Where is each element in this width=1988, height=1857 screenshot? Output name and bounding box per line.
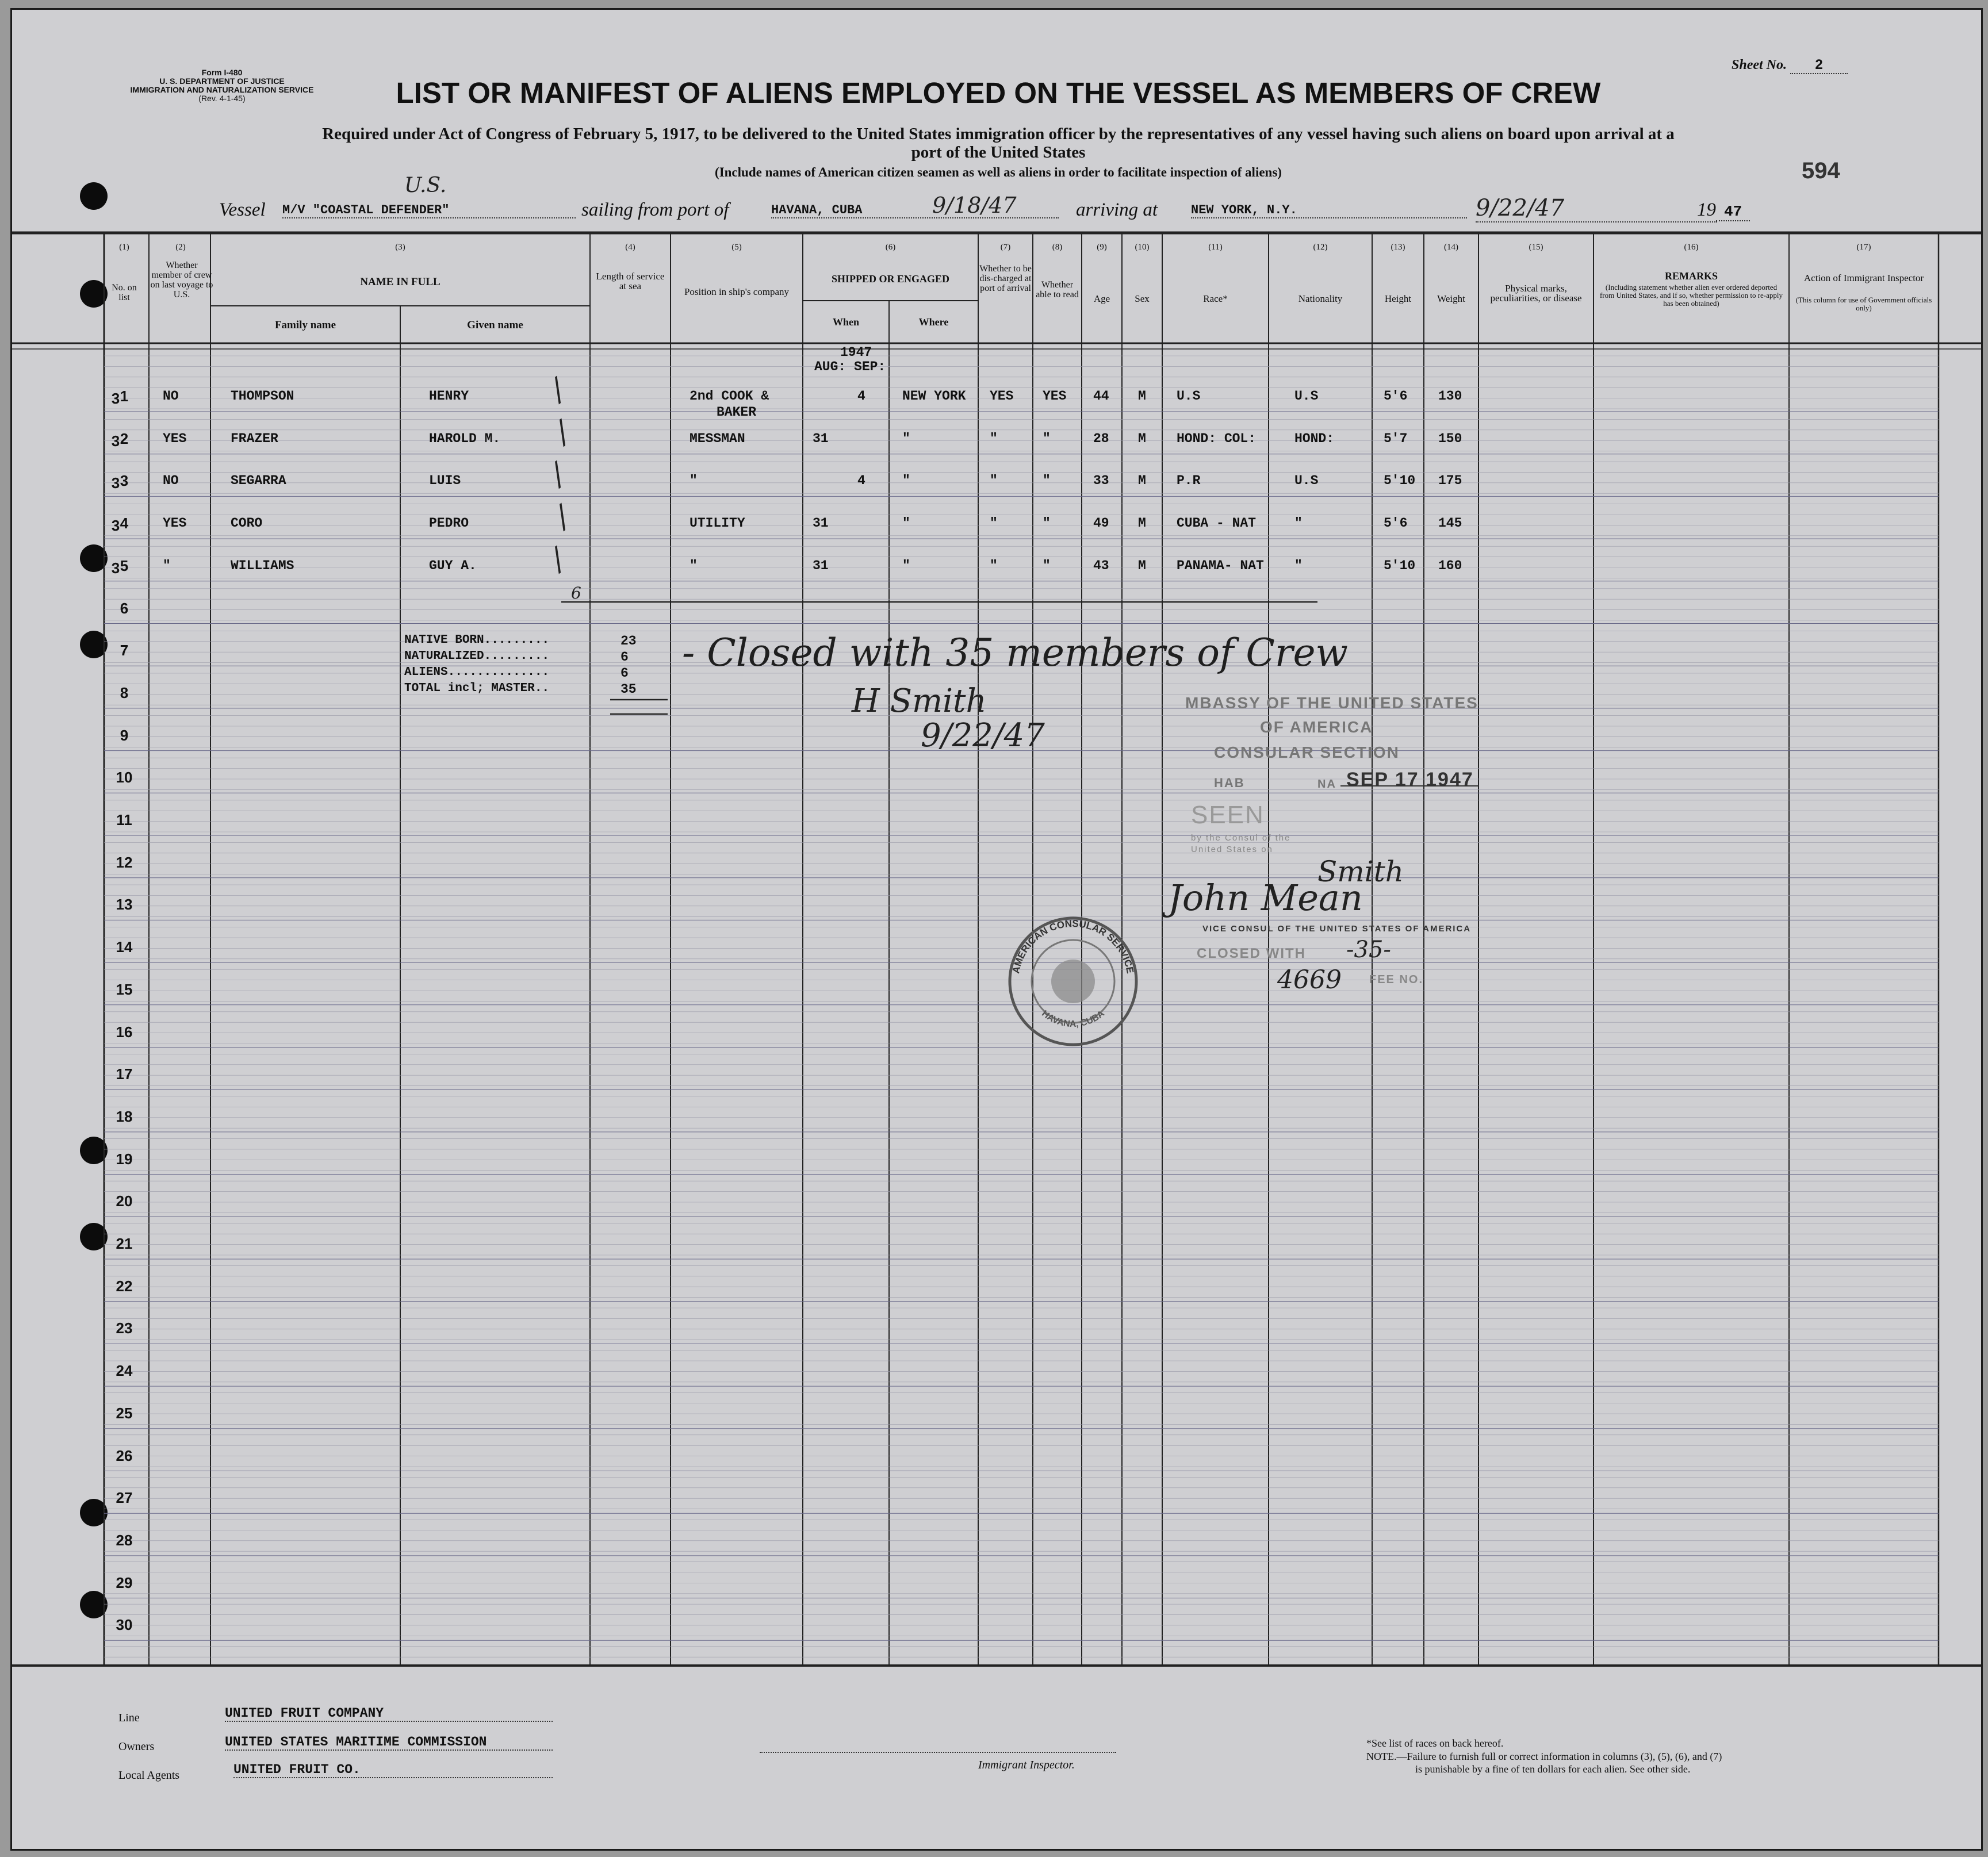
row-number: 5: [120, 557, 129, 574]
col5-header: Position in ship's company: [684, 286, 790, 297]
sheet-value: 2: [1790, 57, 1848, 74]
stamp-line-4b: NA: [1317, 778, 1336, 791]
col2-header: Whether member of crew on last voyage to U.S.: [150, 260, 213, 300]
family-name: FRAZER: [231, 431, 278, 446]
stamp-fee-label: FEE NO.: [1369, 973, 1424, 986]
given-name: HENRY: [429, 389, 469, 404]
consul-initials: Smith: [1317, 855, 1404, 888]
year-suffix: 47: [1716, 203, 1750, 221]
check-mark: ∕: [548, 500, 577, 534]
sex: M: [1138, 473, 1146, 489]
fee-number: 4669: [1277, 965, 1342, 995]
col9-number: (9): [1097, 243, 1107, 252]
position: ": [690, 473, 698, 489]
check-mark: ∕: [543, 373, 572, 407]
height: 5'7: [1384, 431, 1408, 446]
nationality: U.S: [1294, 473, 1319, 489]
shipped-sep: 4: [857, 473, 865, 489]
position-line-2: BAKER: [717, 405, 757, 420]
race: CUBA - NAT: [1177, 516, 1257, 531]
stamp-line-3: CONSULAR SECTION: [1214, 743, 1400, 761]
member-last-voyage: NO: [163, 473, 179, 489]
able-to-read: ": [1043, 473, 1051, 489]
nationality: U.S: [1294, 389, 1319, 404]
row-number: 28: [116, 1531, 133, 1549]
shipped-sep: 4: [857, 389, 865, 404]
col17-header: Action of Immigrant Inspector: [1803, 273, 1924, 283]
summary-value: 6: [620, 650, 629, 665]
row-number: 9: [120, 726, 129, 744]
col12-number: (12): [1313, 243, 1328, 252]
sex: M: [1138, 431, 1146, 446]
consul-signature: John Mean: [1168, 877, 1363, 919]
member-last-voyage: NO: [163, 389, 179, 404]
closed-count: -35-: [1346, 937, 1391, 963]
seal-bottom-text: HAVANA, CUBA: [1040, 1008, 1106, 1030]
stamp-date: SEP 17 1947: [1346, 769, 1474, 791]
age: 44: [1093, 389, 1109, 404]
summary-value: 6: [620, 666, 629, 681]
row-number: 30: [116, 1616, 133, 1634]
col16-header: REMARKS: [1664, 270, 1718, 282]
row-number: 3: [120, 472, 129, 490]
row-prefix: 3: [111, 390, 120, 407]
shipped-months: AUG: SEP:: [814, 359, 886, 374]
col8-header: Whether able to read: [1036, 280, 1079, 300]
arrival-date: 9/22/47: [1476, 195, 1717, 222]
age: 33: [1093, 473, 1109, 489]
row-number: 1: [120, 387, 129, 405]
row-number: 17: [116, 1065, 133, 1083]
col7-number: (7): [1000, 243, 1011, 252]
col4-header: Length of service at sea: [596, 271, 665, 291]
height: 5'10: [1384, 473, 1416, 489]
row-number: 18: [116, 1107, 133, 1125]
shipped-year: 1947: [840, 345, 872, 360]
discharged: YES: [990, 389, 1014, 404]
nationality: HOND:: [1294, 431, 1335, 446]
row-number: 29: [116, 1574, 133, 1591]
vessel-name: M/V "COASTAL DEFENDER": [282, 203, 576, 218]
col6-header: SHIPPED OR ENGAGED: [831, 273, 950, 285]
discharged: ": [990, 558, 998, 573]
note-races: *See list of races on back hereof.: [1366, 1737, 1504, 1749]
sailing-date: 9/18/47: [932, 193, 1017, 218]
form-number: Form I-480: [201, 68, 243, 77]
owners-value: UNITED STATES MARITIME COMMISSION: [225, 1735, 553, 1751]
weight: 150: [1438, 431, 1462, 446]
manifest-page: [10, 8, 1983, 1851]
col4-number: (4): [625, 243, 635, 252]
discharged: ": [990, 516, 998, 531]
given-name: PEDRO: [429, 516, 469, 531]
race: U.S: [1177, 389, 1201, 404]
family-name: THOMPSON: [231, 389, 294, 404]
row-prefix: 3: [111, 559, 120, 577]
col6b-header: Where: [918, 316, 949, 328]
line-label: Line: [118, 1712, 140, 1724]
position: MESSMAN: [690, 431, 745, 446]
col14-header: Weight: [1437, 293, 1465, 304]
sex: M: [1138, 389, 1146, 404]
col13-header: Height: [1384, 293, 1412, 304]
subtitle-line-2: port of the United States: [911, 143, 1086, 162]
shipped-where: ": [902, 473, 910, 489]
row-number: 12: [116, 853, 133, 871]
summary-value: 23: [620, 634, 637, 649]
row-number: 8: [120, 684, 129, 701]
row-number: 4: [120, 515, 129, 532]
position: 2nd COOK &: [690, 389, 769, 404]
row-number: 15: [116, 980, 133, 998]
row-number: 23: [116, 1319, 133, 1337]
seal-top-text: AMERICAN CONSULAR SERVICE: [1010, 918, 1136, 974]
consular-seal: [1001, 910, 1145, 1053]
sex: M: [1138, 516, 1146, 531]
able-to-read: ": [1043, 431, 1051, 446]
year-prefix: 19: [1697, 199, 1716, 220]
row-number: 24: [116, 1362, 133, 1380]
row-number: 14: [116, 938, 133, 956]
member-last-voyage: YES: [163, 516, 187, 531]
summary-label: NATIVE BORN.........: [404, 634, 550, 647]
col15-header: Physical marks, peculiarities, or disease: [1490, 283, 1582, 304]
svg-text:HAVANA, CUBA: [1040, 1008, 1106, 1029]
inspection-date: 9/22/47: [921, 717, 1045, 754]
family-name: SEGARRA: [231, 473, 286, 489]
col3b-header: Given name: [467, 319, 523, 331]
row-number: 25: [116, 1404, 133, 1422]
col2-number: (2): [175, 243, 186, 252]
col17-subheader: (This column for use of Government officials only): [1795, 296, 1932, 312]
summary-label: ALIENS..............: [404, 666, 550, 679]
stamp-line-1: MBASSY OF THE UNITED STATES: [1185, 694, 1478, 712]
row-number: 7: [120, 642, 129, 659]
line-value: UNITED FRUIT COMPANY: [225, 1706, 553, 1722]
row-number: 19: [116, 1150, 133, 1168]
arrival-port: NEW YORK, N.Y.: [1191, 203, 1467, 218]
member-last-voyage: YES: [163, 431, 187, 446]
row-number: 13: [116, 896, 133, 914]
row-number: 26: [116, 1447, 133, 1464]
form-service: IMMIGRATION AND NATURALIZATION SERVICE: [130, 85, 314, 94]
sailing-port: HAVANA, CUBA: [771, 203, 1059, 218]
weight: 175: [1438, 473, 1462, 489]
agents-label: Local Agents: [118, 1769, 180, 1782]
col14-number: (14): [1444, 243, 1458, 252]
col5-number: (5): [731, 243, 742, 252]
row-prefix: 3: [111, 517, 120, 535]
col9-header: Age: [1093, 293, 1110, 304]
given-name: HAROLD M.: [429, 431, 501, 446]
able-to-read: ": [1043, 558, 1051, 573]
race: PANAMA- NAT: [1177, 558, 1264, 573]
summary-value: 35: [620, 682, 637, 697]
stamp-line-2: OF AMERICA: [1260, 718, 1373, 736]
row-number: 11: [116, 811, 132, 828]
able-to-read: YES: [1043, 389, 1067, 404]
shipped-where: ": [902, 558, 910, 573]
form-revision: (Rev. 4-1-45): [198, 94, 246, 103]
us-note: U.S.: [404, 174, 447, 197]
weight: 145: [1438, 516, 1462, 531]
col1-header: No. on list: [112, 283, 137, 302]
shipped-aug: 31: [813, 516, 829, 531]
agents-value: UNITED FRUIT CO.: [233, 1762, 553, 1778]
shipped-aug: 31: [813, 431, 829, 446]
family-name: WILLIAMS: [231, 558, 294, 573]
vessel-label: Vessel: [219, 199, 266, 220]
nationality: ": [1294, 558, 1303, 573]
row-number: 20: [116, 1192, 133, 1210]
discharged: ": [990, 431, 998, 446]
weight: 130: [1438, 389, 1462, 404]
col10-number: (10): [1135, 243, 1150, 252]
row-number: 27: [116, 1489, 133, 1507]
form-department: U. S. DEPARTMENT OF JUSTICE: [159, 76, 285, 86]
stamp-line-6: by the Consul of the: [1191, 833, 1291, 843]
age: 43: [1093, 558, 1109, 573]
col16-number: (16): [1684, 243, 1699, 252]
inspector-signature-line: [760, 1752, 1116, 1753]
check-mark: ∕: [548, 415, 577, 450]
position: UTILITY: [690, 516, 745, 531]
stamp-seen: SEEN: [1191, 801, 1265, 829]
check-mark: ∕: [543, 542, 572, 577]
shipped-where: ": [902, 516, 910, 531]
age: 49: [1093, 516, 1109, 531]
col11-number: (11): [1208, 243, 1223, 252]
row-prefix: 3: [111, 432, 120, 450]
col3a-header: Family name: [274, 319, 336, 331]
col6a-header: When: [832, 316, 859, 328]
shipped-where: ": [902, 431, 910, 446]
summary-label: TOTAL incl; MASTER..: [404, 682, 550, 695]
note-line-2: is punishable by a fine of ten dollars for each alien. See other side.: [1415, 1763, 1691, 1775]
shipped-aug: 31: [813, 558, 829, 573]
height: 5'10: [1384, 558, 1416, 573]
sheet-label: Sheet No.: [1732, 57, 1787, 72]
col7-header: Whether to be dis-charged at port of arrival: [979, 264, 1032, 293]
nationality: ": [1294, 516, 1303, 531]
given-name: LUIS: [429, 473, 461, 489]
race: HOND: COL:: [1177, 431, 1257, 446]
summary-label: NATURALIZED.........: [404, 650, 550, 663]
family-name: CORO: [231, 516, 263, 531]
closed-note: - Closed with 35 members of Crew: [682, 631, 1349, 675]
col10-header: Sex: [1135, 293, 1150, 304]
owners-label: Owners: [118, 1740, 155, 1753]
page-stamp-number: 594: [1802, 158, 1840, 183]
row-number: 16: [116, 1023, 133, 1041]
page-title: LIST OR MANIFEST OF ALIENS EMPLOYED ON THE VESSEL AS MEMBERS OF CREW: [396, 76, 1601, 109]
col16-subheader: (Including statement whether alien ever ordered deported from United States, and if so, whether permission to re-apply has been obtained): [1599, 283, 1783, 308]
col15-number: (15): [1529, 243, 1543, 252]
col3-number: (3): [395, 243, 405, 252]
age: 28: [1093, 431, 1109, 446]
height: 5'6: [1384, 389, 1408, 404]
row-number: 6: [120, 599, 129, 617]
note-line-1: NOTE.—Failure to furnish full or correct information in columns (3), (5), (6), and (7): [1366, 1751, 1722, 1762]
stamp-line-7: United States on: [1191, 845, 1273, 854]
row-prefix: 3: [111, 474, 120, 492]
shipped-where: NEW YORK: [902, 389, 966, 404]
col8-number: (8): [1052, 243, 1063, 252]
col12-header: Nationality: [1298, 293, 1343, 304]
stamp-closed-with: CLOSED WITH: [1197, 946, 1306, 961]
arriving-label: arriving at: [1076, 199, 1158, 220]
row-number: 2: [120, 429, 129, 447]
height: 5'6: [1384, 516, 1408, 531]
sex: M: [1138, 558, 1146, 573]
row-number: 10: [116, 769, 133, 786]
sailing-label: sailing from port of: [581, 199, 729, 220]
col1-number: (1): [119, 243, 129, 252]
inspector-label: Immigrant Inspector.: [978, 1759, 1075, 1771]
discharged: ": [990, 473, 998, 489]
row-number: 22: [116, 1277, 133, 1295]
position: ": [690, 558, 698, 573]
inspector-initials: H Smith: [852, 682, 987, 720]
given-name: GUY A.: [429, 558, 477, 573]
col13-number: (13): [1391, 243, 1405, 252]
able-to-read: ": [1043, 516, 1051, 531]
col6-number: (6): [885, 243, 896, 252]
check-mark: ∕: [543, 457, 572, 492]
stamp-line-4a: HAB: [1214, 776, 1245, 790]
race: P.R: [1177, 473, 1201, 489]
col17-number: (17): [1856, 243, 1871, 252]
subtitle-line-3: (Include names of American citizen seamen as well as aliens in order to facilitate inspection of aliens): [715, 165, 1282, 179]
weight: 160: [1438, 558, 1462, 573]
col11-header: Race*: [1203, 293, 1228, 304]
col3-header: NAME IN FULL: [360, 276, 440, 288]
tally-count: 6: [571, 584, 581, 603]
subtitle-line-1: Required under Act of Congress of February 5, 1917, to be delivered to the United States immigration officer by the representatives of any vessel having such aliens on board upon arrival at a: [322, 125, 1675, 143]
stamp-consul-line: VICE CONSUL OF THE UNITED STATES OF AMERICA: [1202, 924, 1472, 934]
row-number: 21: [116, 1235, 133, 1252]
member-last-voyage: ": [163, 558, 171, 573]
